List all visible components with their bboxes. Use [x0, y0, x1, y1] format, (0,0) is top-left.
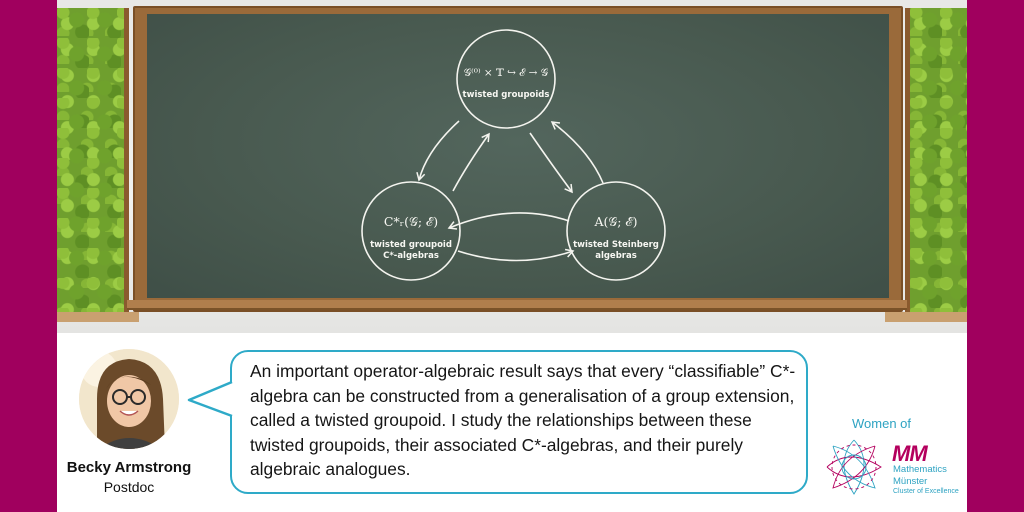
- person-name: Becky Armstrong: [66, 459, 192, 476]
- logo-muenster: Münster: [893, 476, 928, 487]
- arrow-top-to-left: [419, 121, 459, 180]
- person-role: Postdoc: [103, 479, 155, 495]
- groupoid-diagram: [57, 0, 967, 333]
- logo-cluster-of-excellence: Cluster of Excellence: [893, 488, 959, 495]
- post-card: [57, 0, 967, 512]
- left-node-formula: C*ᵣ(𝒢; ℰ): [383, 214, 439, 229]
- cluster-logo-icon: [819, 432, 889, 502]
- top-node-label: twisted groupoids: [462, 90, 550, 100]
- right-node-label-line2: algebras: [595, 251, 637, 261]
- logo-mm: MM: [892, 441, 927, 466]
- left-node-label-line1: twisted groupoid: [370, 240, 452, 250]
- arrow-top-to-right: [530, 133, 572, 192]
- right-node-formula: A(𝒢; ℰ): [594, 214, 638, 229]
- node-groupoid-c-star-algebras: [362, 182, 460, 280]
- arrow-left-to-top: [453, 134, 489, 191]
- speech-bubble-tail: [187, 380, 233, 420]
- chalkboard-photo: [57, 0, 967, 333]
- top-node-formula: 𝒢⁽⁰⁾ × 𝕋 ↪ ℰ → 𝒢: [463, 67, 549, 79]
- arrow-right-to-left: [449, 213, 569, 228]
- avatar: [79, 349, 179, 449]
- quote-text: An important operator-algebraic result says that every “classifiable” C*-algebra can be constructed from a generalisation of a group extension, called a twisted groupoid. I study the relationships between these twisted groupoids, their associated C*-algebras, and their purely algebraic analogues.: [250, 361, 796, 479]
- logo-women-of: Women of: [852, 416, 912, 431]
- left-node-label-line2: C*-algebras: [383, 251, 439, 261]
- node-twisted-groupoids: [457, 30, 555, 128]
- right-node-label-line1: twisted Steinberg: [573, 240, 659, 250]
- arrow-left-to-right: [458, 251, 573, 261]
- node-steinberg-algebras: [567, 182, 665, 280]
- logo-mathematics: Mathematics: [893, 464, 947, 475]
